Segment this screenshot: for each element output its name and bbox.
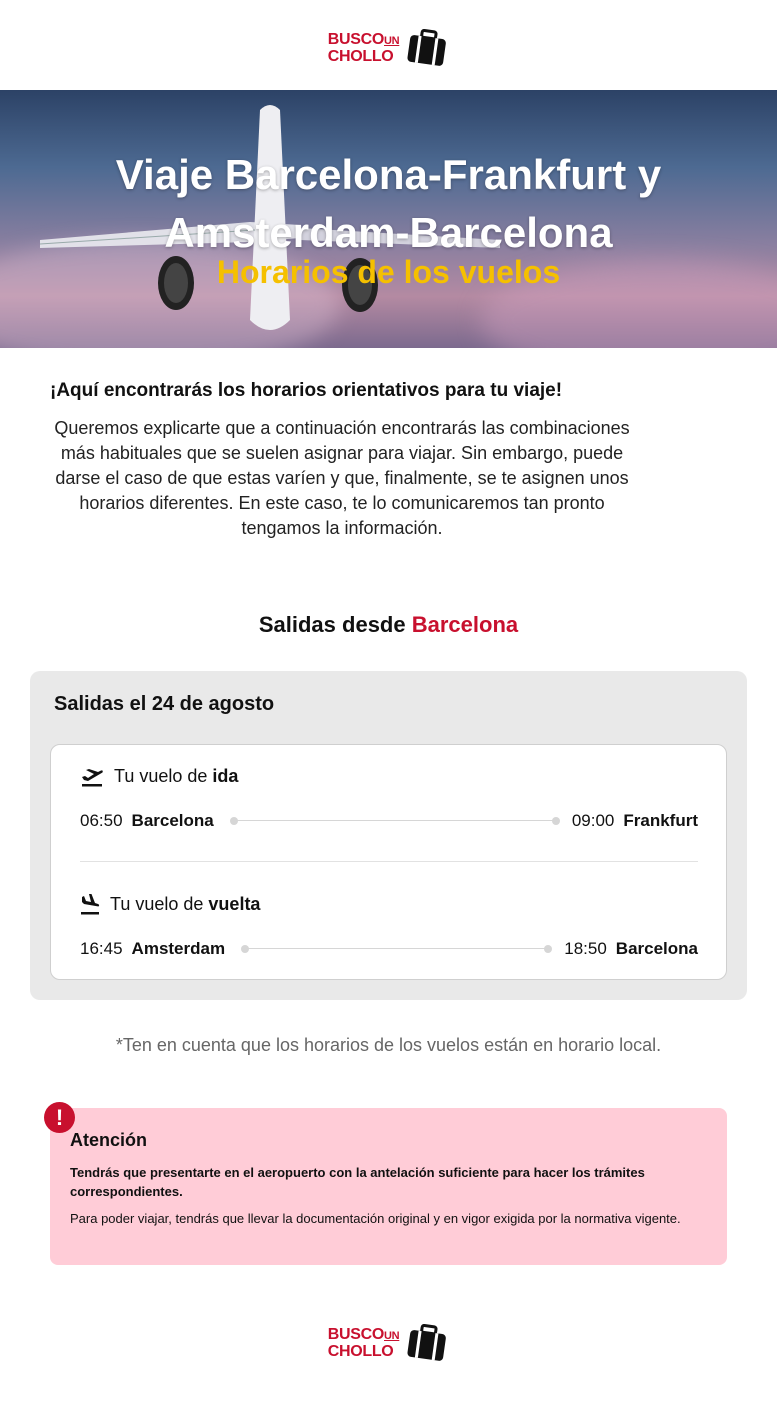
outbound-label: Tu vuelo de <box>114 765 208 786</box>
outbound-route-line <box>230 816 560 826</box>
outbound-dep-city: Barcelona <box>131 811 214 830</box>
outbound-arr-time: 09:00 <box>571 811 615 830</box>
outbound-arr-city: Frankfurt <box>623 811 698 830</box>
return-route-line <box>241 944 552 954</box>
logo-line2: CHOLLO <box>327 48 394 65</box>
footer-logo-line1: BUSCO <box>327 1326 384 1343</box>
suitcase-icon <box>405 29 449 67</box>
section-title <box>0 612 777 638</box>
logo-line1-small: UN <box>384 35 400 47</box>
section-title-city: Barcelona <box>411 612 519 637</box>
suitcase-icon <box>405 1324 449 1362</box>
local-time-note: *Ten en cuenta que los horarios de los vuelos están en horario local. <box>115 1035 662 1055</box>
exclamation-icon: ! <box>44 1102 75 1133</box>
return-flight-row <box>80 938 698 960</box>
header-logo[interactable] <box>0 28 777 68</box>
return-header <box>80 893 260 915</box>
footer-logo[interactable] <box>0 1322 777 1364</box>
hero-subtitle: Horarios de los vuelos <box>216 254 561 290</box>
footer-logo-line2: CHOLLO <box>327 1343 394 1360</box>
footer-logo-line1-small: UN <box>384 1330 400 1342</box>
attention-alert <box>50 1108 727 1265</box>
alert-text: Para poder viajar, tendrás que llevar la documentación original y en vigor exigida por la normativa vigente. <box>70 1211 681 1226</box>
hero-title <box>0 146 777 262</box>
logo-text <box>328 32 400 64</box>
flight-card <box>50 744 727 980</box>
section-title-prefix: Salidas desde <box>258 612 406 637</box>
return-label-bold: vuelta <box>208 893 261 914</box>
flight-divider <box>80 861 698 862</box>
alert-title: Atención <box>70 1130 148 1150</box>
outbound-flight-row <box>80 810 698 832</box>
outbound-dep-time: 06:50 <box>80 811 123 830</box>
outbound-label-bold: ida <box>212 765 239 786</box>
return-label: Tu vuelo de <box>110 893 204 914</box>
plane-landing-icon <box>80 893 100 915</box>
hero-title-line1: Viaje Barcelona-Frankfurt y <box>115 151 662 198</box>
outbound-header <box>80 765 238 787</box>
return-dep-time: 16:45 <box>80 939 123 958</box>
return-dep-city: Amsterdam <box>131 939 226 958</box>
departures-panel <box>30 671 747 1000</box>
departures-title: Salidas el 24 de agosto <box>54 693 275 715</box>
alert-strong-text: Tendrás que presentarte en el aeropuerto con la antelación suficiente para hacer los trámites correspondientes. <box>70 1165 645 1199</box>
return-arr-time: 18:50 <box>564 939 607 958</box>
footer-logo-text <box>328 1327 400 1359</box>
return-arr-city: Barcelona <box>615 939 698 958</box>
intro-body: Queremos explicarte que a continuación encontrarás las combinaciones más habituales que se suelen asignar para viajar. Sin embargo, puede darse el caso de que estas varíen y que, finalmente, se te asignen unos horarios diferentes. En este caso, te lo comunicaremos tan pronto tengamos la información. <box>54 418 630 538</box>
logo-line1: BUSCO <box>327 31 384 48</box>
intro-heading: ¡Aquí encontrarás los horarios orientativos para tu viaje! <box>50 380 563 401</box>
plane-takeoff-icon <box>80 765 104 787</box>
hero-title-line2: Amsterdam-Barcelona <box>164 209 613 256</box>
hero-banner <box>0 90 777 348</box>
